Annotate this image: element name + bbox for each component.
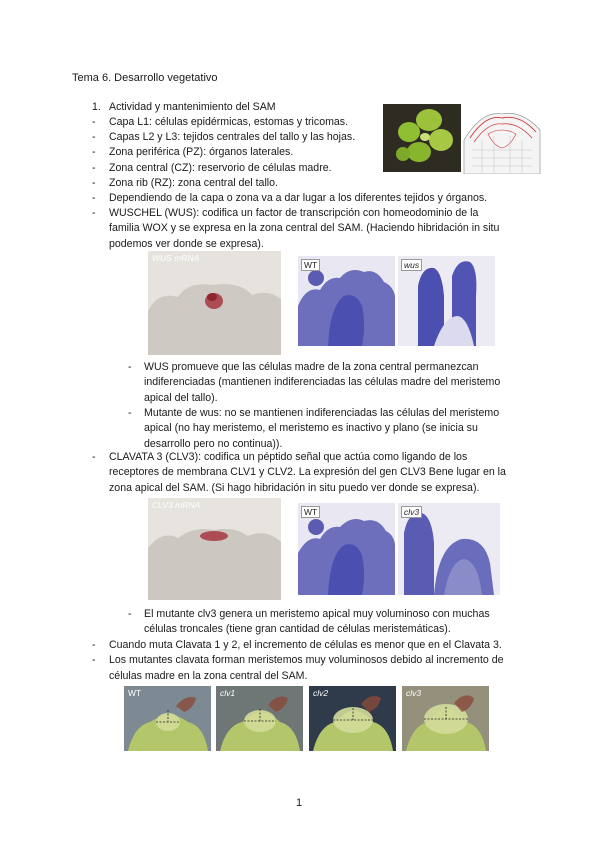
mutant-photo [216, 686, 303, 751]
sub-bullet-dash: - [128, 406, 132, 419]
clv3-mrna-image [148, 498, 281, 600]
paragraph-line: familia WOX y se expresa en la zona central del SAM. (Haciendo hibridación in situ [109, 222, 500, 235]
paragraph-line: podemos ver donde se expresa). [109, 237, 264, 250]
sam-diagram-drawing [462, 100, 542, 174]
sub-bullet-line: El mutante clv3 genera un meristemo apical muy voluminoso con muchas [144, 608, 490, 620]
list-item: Zona periférica (PZ): órganos laterales. [109, 146, 294, 158]
mutant-photo [124, 686, 211, 751]
bullet-dash: - [92, 177, 96, 189]
bullet-dash: - [92, 451, 96, 463]
sub-bullet-line: WUS promueve que las células madre de la zona central permanezcan [144, 361, 479, 373]
paragraph-line: receptores de membrana CLV1 y CLV2. La expresión del gen CLV3 Bene lugar en la [109, 466, 506, 479]
mutant-label: clv2 [313, 688, 329, 698]
wus-mrna-image [148, 251, 281, 355]
sub-bullet-line: Mutante de wus: no se mantienen indiferenciadas las células del meristemo [144, 406, 500, 419]
wus-stain-image [398, 256, 495, 346]
list-item: Capas L2 y L3: tejidos centrales del tallo y las hojas. [109, 131, 356, 143]
paragraph-line: CLAVATA 3 (CLV3): codifica un péptido señal que actúa como ligando de los [109, 451, 468, 463]
sam-diagram [462, 100, 542, 174]
wus-mrna-label: WUS mRNA [152, 253, 200, 263]
section-heading: Actividad y mantenimiento del SAM [109, 101, 276, 113]
sub-bullet-line: desarrollo pero no continua)). [144, 437, 283, 450]
clv3-stain-image [398, 503, 500, 595]
mutant-photo [309, 686, 396, 751]
wus-label: wus [401, 259, 422, 271]
list-item: Capa L1: células epidérmicas, estomas y tricomas. [109, 116, 349, 128]
bullet-dash: - [92, 207, 96, 219]
sub-bullet-line: apical del tallo). [144, 391, 218, 404]
mutant-label: clv1 [220, 688, 236, 698]
paragraph-line: zona apical del SAM. (Si hago hibridación in situ puedo ver donde se expresa). [109, 481, 480, 494]
bullet-dash: - [92, 116, 96, 128]
list-item: Dependiendo de la capa o zona va a dar lugar a los diferentes tejidos y órganos. [109, 192, 488, 204]
sub-bullet-dash: - [128, 361, 132, 373]
clv3-label: clv3 [401, 506, 422, 518]
bullet-dash: - [92, 131, 96, 143]
clv3-mrna-label: CLV3 mRNA [152, 500, 201, 510]
mutant-label: WT [128, 688, 142, 698]
section-number: 1. [92, 101, 101, 113]
paragraph-line: WUSCHEL (WUS): codifica un factor de transcripción con homeodominio de la [109, 207, 479, 219]
sub-bullet-line: células troncales (tiene gran cantidad de células meristemáticas). [144, 623, 451, 636]
list-item: Zona central (CZ): reservorio de células madre. [109, 162, 332, 174]
wus-mrna-drawing [148, 251, 281, 355]
bullet-dash: - [92, 639, 96, 651]
list-item: Los mutantes clavata forman meristemos muy voluminosos debido al incremento de [109, 654, 504, 667]
bullet-dash: - [92, 192, 96, 204]
mutant-photo [402, 686, 489, 751]
page-number: 1 [296, 797, 303, 809]
clv3-mrna-drawing [148, 498, 281, 600]
sub-bullet-line: indiferenciadas (mantienen indiferenciadas las células madre del meristemo [144, 376, 501, 389]
mutant-label: clv3 [406, 688, 422, 698]
bullet-dash: - [92, 162, 96, 174]
sub-bullet-dash: - [128, 608, 132, 620]
list-item: Cuando muta Clavata 1 y 2, el incremento de células es menor que en el Clavata 3. [109, 639, 502, 651]
bullet-dash: - [92, 654, 96, 667]
seedling-photo [383, 104, 461, 172]
list-item: células madre en la zona central del SAM. [109, 669, 308, 682]
list-item: Zona rib (RZ): zona central del tallo. [109, 177, 278, 189]
wt-label: WT [301, 259, 320, 271]
wt-stain-image [298, 256, 395, 346]
sub-bullet-line: apical (no hay meristemo, el meristemo es inactivo y plano (se inicia su [144, 422, 478, 435]
bullet-dash: - [92, 146, 96, 158]
wt-label-2: WT [301, 506, 320, 518]
seedling-drawing [383, 104, 461, 172]
wt-stain-image-2 [298, 503, 395, 595]
page-title: Tema 6. Desarrollo vegetativo [72, 72, 218, 84]
